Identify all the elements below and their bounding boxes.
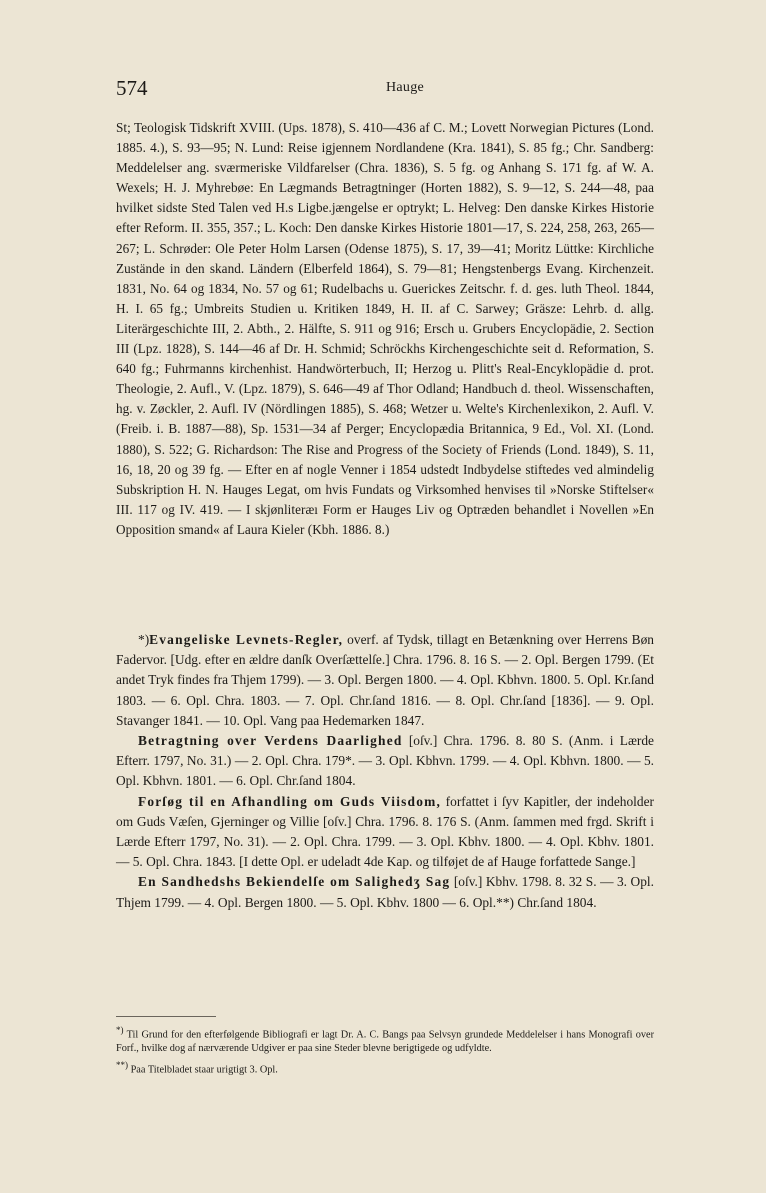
- work-details: overf. af Tydsk, tillagt en Betænkning over Herrens Bøn Fadervor. [Udg. efter en ældre danſk Overſættelſe.] Chra. 1796. 8. 16 S. — 2. Opl. Bergen 1799. (Et andet Tryk findes fra Thjem 1799). — 3. Opl. Bergen 1800. — 4. Opl. Kbhvn. 1800. 5. Opl. Kr.ſand 1803. — 6. Opl. Chra. 1803. — 7. Opl. Chr.ſand 1816. — 8. Opl. Chr.ſand [1836]. — 9. Opl. Stavanger 1841. — 10. Opl. Vang paa Hedemarken 1847.: [116, 632, 655, 728]
- footnote-text: Til Grund for den efterfølgende Bibliografi er lagt Dr. A. C. Bangs paa Selvsyn grundede Meddelelser i hans Monografi over Forf., hvilke dog af nærværende Udgiver er paa sine Steder blevne berigtigede og udfyldte.: [116, 1029, 655, 1055]
- work-entry: [116, 630, 654, 731]
- work-details: [oſv.] Kbhv. 1798. 8. 32 S. — 3. Opl. Thjem 1799. — 4. Opl. Bergen 1800. — 5. Opl. Kbhv. 1800 — 6. Opl.**) Chr.ſand 1804.: [116, 874, 654, 910]
- work-entry: [116, 731, 654, 792]
- work-title: En Sandhedshs Bekiendelſe om Salighedʒ Sag: [138, 874, 451, 890]
- footnote-divider: [116, 1016, 216, 1017]
- footnote-marker: *): [138, 632, 150, 647]
- page-header: [116, 74, 656, 104]
- paragraph-text: St; Teologisk Tidskrift XVIII. (Ups. 1878), S. 410—436 af C. M.; Lovett Norwegian Pictures (Lond. 1885. 4.), S. 93—95; N. Lund: Reise igjennem Nordlandene (Kra. 1841), S. 85 fg.; Chr. Sandberg: Meddelelser ang. sværmeriske Vildfarelser (Chra. 1836), S. 5 fg. og Anhang S. 171 fg. af W. A. Wexels; H. J. Myhrebøe: En Lægmands Betragtninger (Horten 1882), S. 9—12, S. 244—48, paa hvilket sidste Sted Talen ved H.s Ligbe.jængelse er optrykt; L. Helveg: Den danske Kirkes Historie efter Reform. II. 355, 357.; L. Koch: Den danske Kirkes Historie 1801—17, S. 224, 258, 263, 265—267; L. Schrøder: Ole Peter Holm Larsen (Odense 1875), S. 17, 39—41; Moritz Lüttke: Kirchliche Zustände in den skand. Ländern (Elberfeld 1864), S. 79—81; Hengstenbergs Evang. Kirchenzeit. 1831, No. 64 og 1834, No. 57 og 61; Rudelbachs u. Guerickes Zeitschr. f. d. ges. luth Theol. 1844, H. I. 65 fg.; Umbreits Studien u. Kritiken 1849, H. II. af C. Sarwey; Gräsze: Lehrb. d. allg. Literärgeschichte III, 2. Abth., 2. Hälfte, S. 911 og 916; Ersch u. Grubers Encyclopädie, 2. Section III (Lpz. 1828), S. 144—46 af Dr. H. Schmid; Schröckhs Kirchengeschichte seit d. Reformation, S. 640 fg.; Fuhrmanns kirchenhist. Handwörterbuch, II; Herzog u. Plitt's Real-Encyklopädie d. prot. Theologie, 2. Aufl., V. (Lpz. 1879), S. 646—49 af Thor Odland; Handbuch d. theol. Wissenschaften, hg. v. Zøckler, 2. Aufl. IV (Nördlingen 1885), S. 468; Wetzer u. Welte's Kirchenlexikon, 2. Aufl. V. (Freib. i. B. 1887—88), Sp. 1531—34 af Perger; Encyclopædia Britannica, 9 Ed., Vol. XI. (Lond. 1880), S. 522; G. Richardson: The Rise and Progress of the Society of Friends (Lond. 1849), S. 11, 16, 18, 20 og 39 fg. — Efter en af nogle Venner i 1854 udstedt Indbydelse stiftedes ved almindelig Subskription H. N. Hauges Legat, om hvis Fundats og Virksomhed henvises til »Norske Stiftelser« III. 117 og IV. 419. — I skjønliteræı Form er Hauges Liv og Optræden behandlet i Novellen »En Opposition smand« af Laura Kieler (Kbh. 1886. 8.): [116, 120, 654, 537]
- bibliography-paragraph: [116, 118, 654, 540]
- work-title: Forſøg til en Afhandling om Guds Viisdom,: [138, 793, 441, 809]
- work-entry: [116, 792, 654, 873]
- footnotes: [116, 1024, 654, 1080]
- work-title: Evangeliske Levnets-Regler,: [149, 632, 344, 647]
- work-details: [oſv.] Chra. 1796. 8. 80 S. (Anm. i Lærde Efterr. 1797, No. 31.) — 2. Opl. Chra. 179*. — 3. Opl. Kbhvn. 1799. — 4. Opl. Kbhvn. 1800. — 5. Opl. Kbhvn. 1801. — 6. Opl. Chr.ſand 1804.: [116, 733, 654, 789]
- work-title: Betragtning over Verdens Daarlighed: [138, 733, 403, 749]
- work-details: forfattet i ſyv Kapitler, der indeholder om Guds Væſen, Gjerninger og Villie [oſv.] Chra. 1796. 8. 176 S. (Anm. ſammen med frgd. Skrift i Lærde Efterr 1797, No. 31). — 2. Opl. Chra. 1799. — 3. Opl. Kbhv. 1800. — 4. Opl. Kbhv. 1801. — 5. Opl. Chra. 1843. [I dette Opl. er udeladt 4de Kap. og tilføjet de af Hauge forfattede Sange.]: [116, 793, 654, 870]
- page-number: 574: [116, 76, 148, 100]
- footnote: [116, 1024, 654, 1056]
- works-list: [116, 630, 654, 913]
- footnote-text: Paa Titelbladet staar urigtigt 3. Opl.: [130, 1064, 278, 1076]
- footnote-marker: *): [116, 1025, 124, 1035]
- footnote-marker: **): [116, 1059, 128, 1070]
- footnote: [116, 1059, 654, 1077]
- work-entry: [116, 872, 654, 912]
- running-head: Hauge: [386, 80, 425, 95]
